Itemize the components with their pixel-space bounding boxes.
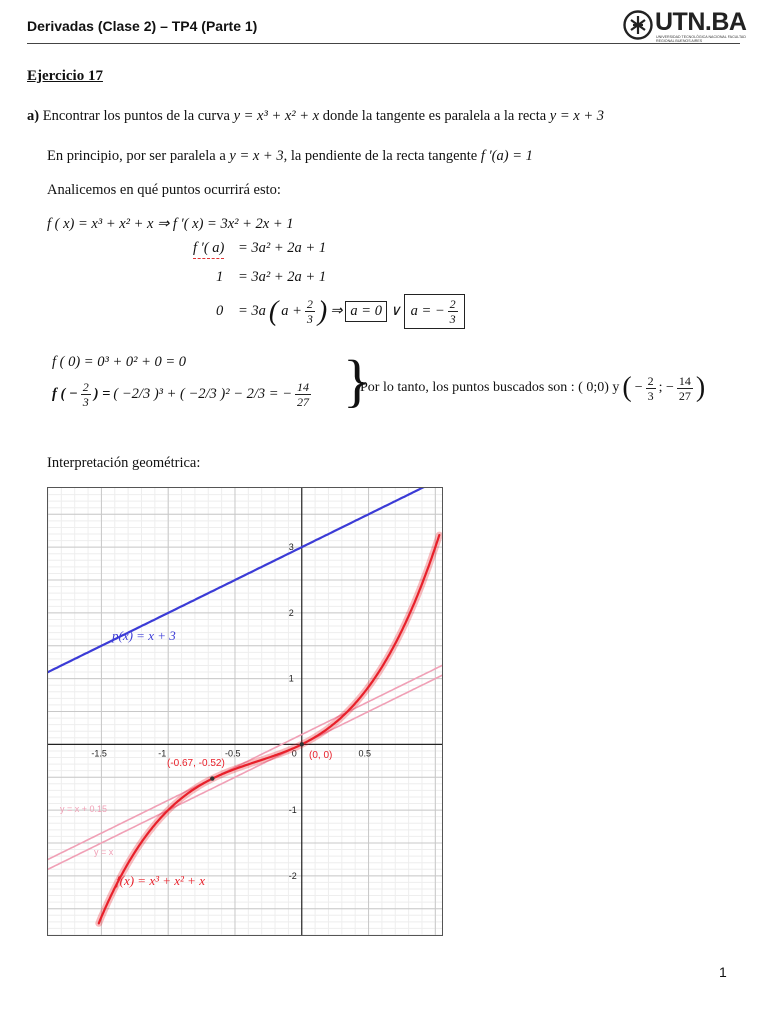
tangent-point — [300, 742, 304, 746]
part-label: a) — [27, 108, 40, 124]
x-tick-label: -1 — [158, 748, 167, 759]
statement-1: Encontrar los puntos de la curva — [42, 108, 230, 124]
intro-slope: f ′(a) = 1 — [480, 148, 533, 164]
label-p: p(x) = x + 3 — [112, 628, 176, 643]
sol2-prefix: a = − — [410, 303, 445, 319]
label-point-1: (-0.67, -0.52) — [167, 758, 225, 769]
eq4-left: 0 — [216, 303, 224, 319]
sol2-fraction — [448, 297, 458, 326]
eq3-right: = 3a² + 2a + 1 — [238, 269, 327, 285]
geo-title: Interpretación geométrica: — [47, 455, 201, 471]
label-y-eq-x-plus-015: y = x + 0.15 — [60, 804, 108, 814]
x-tick-label: 0.5 — [358, 748, 372, 759]
fneg-num: 2 — [82, 380, 89, 394]
open-paren: ( — [268, 295, 279, 327]
eq4-paren: a + — [281, 303, 302, 319]
eq2-left: f ′( a) — [193, 240, 224, 259]
curve-eq: y = x³ + x² + x — [233, 108, 320, 124]
sol2-den: 3 — [449, 312, 456, 326]
y-tick-label: 3 — [288, 542, 294, 553]
eq4-arrow: ⇒ — [330, 303, 343, 319]
x-tick-label: -1.5 — [91, 748, 107, 759]
fneg-result — [295, 380, 311, 409]
eq4-frac-num: 2 — [306, 297, 313, 311]
header-divider — [27, 43, 740, 44]
eval-fneg — [52, 380, 311, 409]
sol2-num: 2 — [449, 297, 456, 311]
analysis-text: Analicemos en qué puntos ocurrirá esto: — [47, 182, 281, 198]
intro-line: y = x + 3 — [229, 148, 284, 164]
intro-1: En principio, por ser paralela a — [47, 148, 226, 164]
exercise-title: Ejercicio 17 — [27, 68, 103, 84]
fneg-den: 3 — [82, 395, 89, 409]
eq3-left: 1 — [216, 269, 224, 285]
fneg-fraction — [81, 380, 91, 409]
exercise-statement — [27, 108, 604, 125]
utn-emblem-icon — [623, 10, 653, 40]
conclusion-text: Por lo tanto, los puntos buscados son : ( 0;0) y — [360, 380, 620, 395]
fneg-body: ( −2/3 )³ + ( −2/3 )² − 2/3 = − — [113, 386, 292, 402]
label-y-eq-x: y = x — [94, 847, 114, 857]
tangent-point — [210, 776, 214, 780]
label-f: f(x) = x³ + x² + x — [116, 873, 205, 888]
fneg-res-den: 27 — [296, 395, 309, 409]
function-graph — [48, 488, 442, 935]
conc-den-2: 27 — [678, 388, 691, 403]
label-point-2: (0, 0) — [309, 750, 333, 761]
document-title: Derivadas (Clase 2) – TP4 (Parte 1) — [27, 18, 258, 34]
conc-frac-2 — [677, 374, 693, 403]
tangent-line-y-eq-x — [48, 675, 442, 869]
close-paren: ) — [317, 295, 328, 327]
solution-intro — [47, 148, 533, 165]
conc-frac-1 — [646, 374, 656, 403]
eq4-right — [238, 294, 465, 329]
logo-text: UTN.BA — [655, 8, 747, 36]
conc-den-1: 3 — [647, 388, 654, 403]
conc-close-paren: ) — [695, 372, 706, 403]
conc-num-2: 14 — [678, 373, 691, 388]
eq4-or: ∨ — [389, 303, 401, 319]
solution-a-zero: a = 0 — [345, 301, 387, 322]
x-tick-label: 0 — [291, 748, 297, 759]
fneg-prefix: f ( − — [52, 386, 78, 402]
utn-logo — [623, 8, 747, 44]
intro-2: , la pendiente de la recta tangente — [283, 148, 478, 164]
eq4-frac-den: 3 — [306, 312, 313, 326]
y-tick-label: -2 — [288, 870, 297, 881]
y-tick-label: -1 — [288, 805, 297, 816]
eq4-fraction — [305, 297, 315, 326]
statement-2: donde la tangente es paralela a la recta — [322, 108, 547, 124]
eq4-mid: = 3a — [238, 303, 266, 319]
fneg-res-num: 14 — [296, 380, 309, 394]
eq2-right: = 3a² + 2a + 1 — [238, 240, 327, 256]
y-tick-label: 1 — [288, 673, 294, 684]
graph-panel — [47, 487, 443, 936]
brace: } — [343, 348, 371, 413]
page-number: 1 — [719, 964, 727, 980]
y-tick-label: 2 — [288, 607, 294, 618]
fneg-mid: ) = — [93, 386, 111, 402]
x-tick-label: -0.5 — [224, 748, 241, 759]
conc-open-paren: ( — [622, 372, 632, 403]
eval-f0: f ( 0) = 0³ + 0² + 0 = 0 — [52, 354, 187, 370]
line-eq: y = x + 3 — [549, 108, 604, 124]
equation-derivative: f ( x) = x³ + x² + x ⇒ f ′( x) = 3x² + 2x + 1 — [47, 216, 294, 232]
solution-a-neg — [404, 294, 465, 329]
conc-num-1: 2 — [647, 373, 654, 388]
logo-subtext: UNIVERSIDAD TECNOLÓGICA NACIONAL FACULTAD REGIONAL BUENOS AIRES — [656, 35, 746, 43]
conclusion: Por lo tanto, los puntos buscados son : ( 0;0) y ( − $\frac{2}{3}$ ; − $\frac{14}{27}$ ) — [360, 372, 706, 403]
